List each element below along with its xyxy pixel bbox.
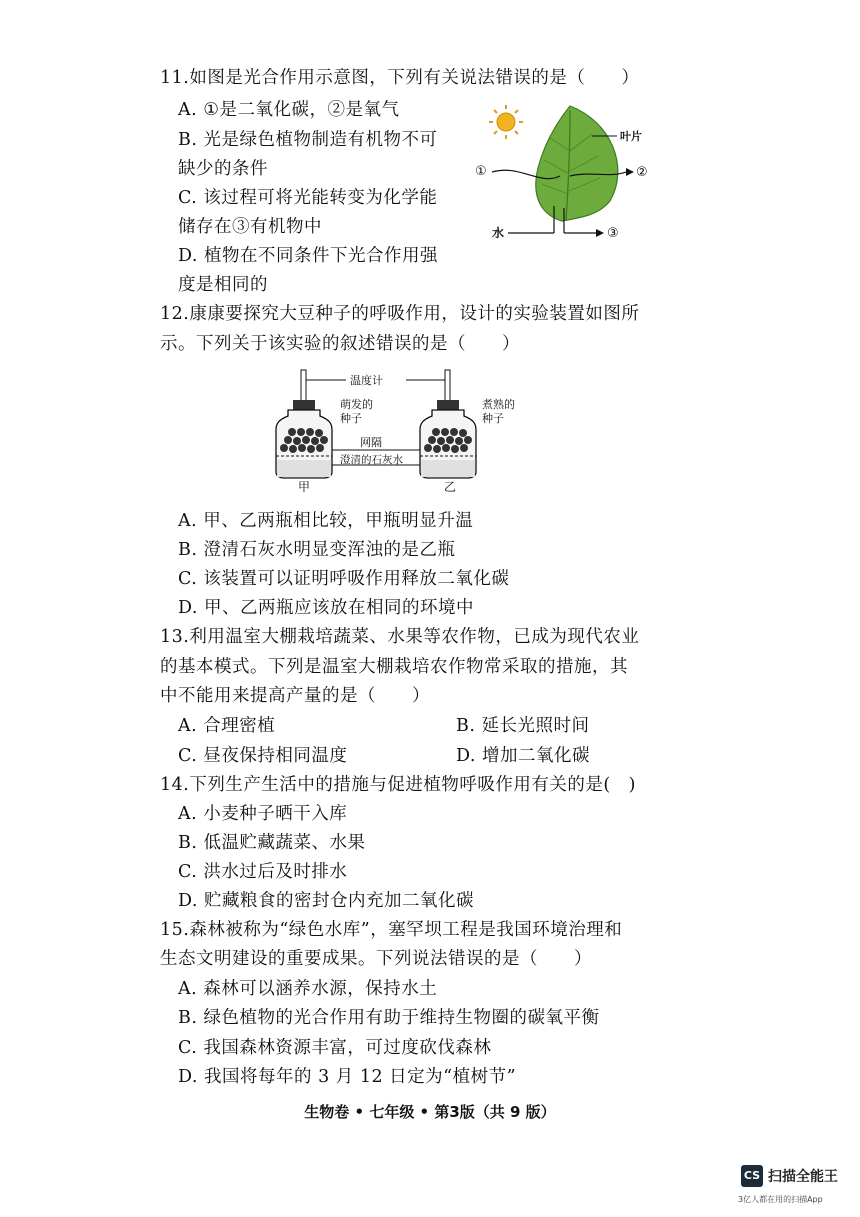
q11-option-d-cont: 度是相同的 [178,275,268,295]
respiration-apparatus-diagram [268,364,538,494]
page-footer: 生物卷 • 七年级 • 第3版（共 9 版） [304,1103,556,1121]
q12-option-b: B. 澄清石灰水明显变浑浊的是乙瓶 [178,540,456,560]
q13-option-b: B. 延长光照时间 [456,716,590,736]
q14-option-a: A. 小麦种子晒干入库 [178,804,348,824]
water-label: 水 [492,226,505,240]
leaf-icon [536,106,618,221]
cooked-seed-label-1: 煮熟的 [482,398,515,411]
germinating-seed-label-2: 种子 [340,412,362,425]
camscanner-name: 扫描全能王 [768,1169,838,1185]
q14-option-c: C. 洪水过后及时排水 [178,862,348,882]
q15-option-c: C. 我国森林资源丰富，可过度砍伐森林 [178,1038,492,1058]
germinating-seed-label-1: 萌发的 [340,398,373,411]
q11-option-b-cont: 缺少的条件 [178,159,268,179]
q11-option-b: B. 光是绿色植物制造有机物不可 [178,130,438,150]
output-3-label: ③ [607,226,619,241]
q15-option-b: B. 绿色植物的光合作用有助于维持生物圈的碳氧平衡 [178,1008,600,1028]
q13-stem-line-3: 中不能用来提高产量的是（ ） [160,686,430,706]
q14-stem: 14.下列生产生活中的措施与促进植物呼吸作用有关的是( ) [160,775,636,795]
thermometer-label: 温度计 [350,374,383,387]
q11-option-c-cont: 储存在③有机物中 [178,217,322,237]
mesh-label: 网隔 [360,436,382,449]
photosynthesis-diagram [470,96,660,251]
q12-stem-line-2: 示。下列关于该实验的叙述错误的是（ ） [160,334,520,354]
q15-stem-line-1: 15.森林被称为“绿色水库”，塞罕坝工程是我国环境治理和 [160,920,623,940]
leaf-label: 叶片 [620,130,642,143]
bottle-jia [276,400,332,478]
q12-stem-line-1: 12.康康要探究大豆种子的呼吸作用，设计的实验装置如图所 [160,304,640,324]
q13-stem-line-2: 的基本模式。下列是温室大棚栽培农作物常采取的措施，其 [160,657,628,677]
q12-option-a: A. 甲、乙两瓶相比较，甲瓶明显升温 [178,511,474,531]
q15-option-a: A. 森林可以涵养水源，保持水土 [178,979,438,999]
q15-option-d: D. 我国将每年的 3 月 12 日定为“植树节” [178,1067,517,1087]
bottle-yi-label: 乙 [444,480,457,494]
q15-stem-line-2: 生态文明建设的重要成果。下列说法错误的是（ ） [160,949,592,969]
q14-option-d: D. 贮藏粮食的密封仓内充加二氧化碳 [178,891,475,911]
output-2-label: ② [636,165,648,180]
bottle-jia-label: 甲 [298,480,311,494]
q11-stem: 11.如图是光合作用示意图，下列有关说法错误的是（ ） [160,68,640,88]
q13-stem-line-1: 13.利用温室大棚栽培蔬菜、水果等农作物，已成为现代农业 [160,627,640,647]
camscanner-logo-icon: CS [741,1165,763,1187]
q11-option-a: A. ①是二氧化碳，②是氧气 [178,100,400,120]
bottle-yi [420,400,476,478]
q13-option-d: D. 增加二氧化碳 [456,746,591,766]
cooked-seed-label-2: 种子 [482,412,504,425]
q12-option-c: C. 该装置可以证明呼吸作用释放二氧化碳 [178,569,510,589]
input-1-label: ① [475,164,487,179]
q12-option-d: D. 甲、乙两瓶应该放在相同的环境中 [178,598,475,618]
q14-option-b: B. 低温贮藏蔬菜、水果 [178,833,366,853]
q11-option-d: D. 植物在不同条件下光合作用强 [178,246,439,266]
q13-option-c: C. 昼夜保持相同温度 [178,746,348,766]
q11-option-c: C. 该过程可将光能转变为化学能 [178,188,438,208]
sun-icon [489,105,523,139]
camscanner-tagline: 3亿人都在用的扫描App [738,1195,823,1204]
q13-option-a: A. 合理密植 [178,716,276,736]
limewater-label: 澄清的石灰水 [340,454,403,466]
